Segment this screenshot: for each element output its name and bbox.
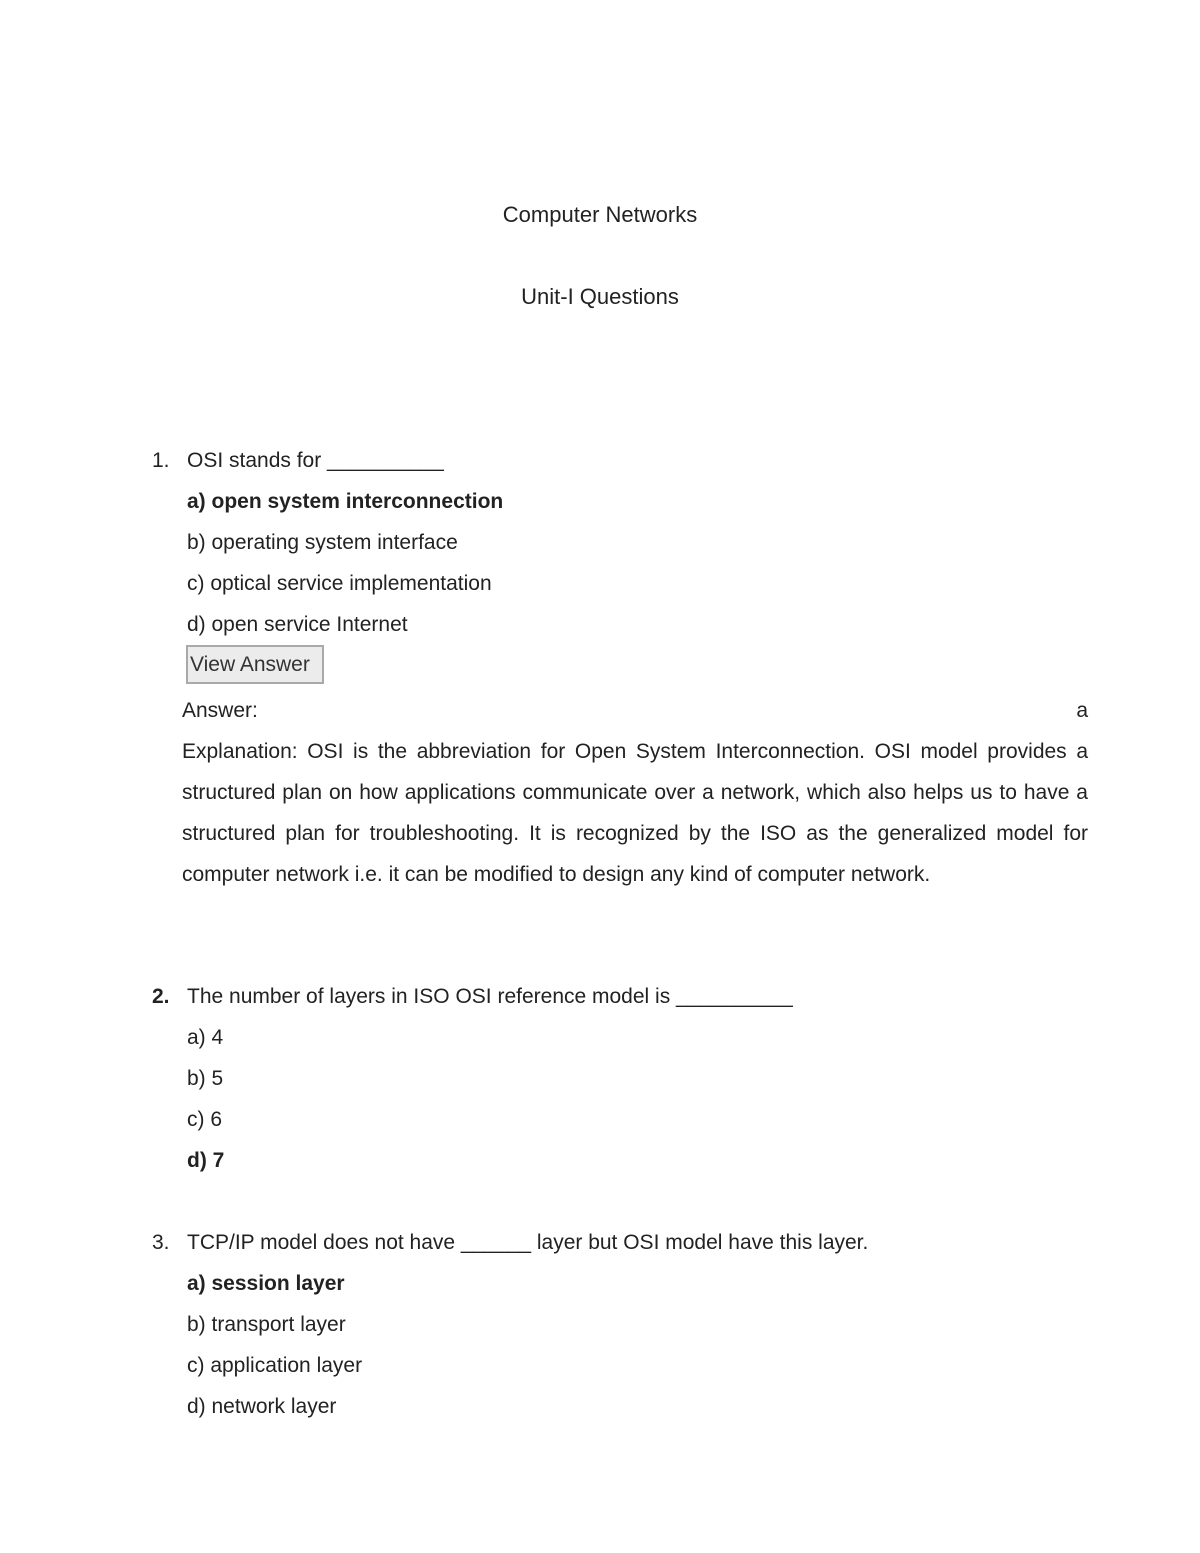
question-text: TCP/IP model does not have ______ layer but OSI model have this layer. [187,1231,869,1254]
page-title: Computer Networks [502,202,698,227]
view-answer-button[interactable]: View Answer [186,645,324,684]
question-number: 3. [152,1231,170,1254]
option-b: b) 5 [187,1067,224,1090]
option-d-correct: d) 7 [187,1149,225,1172]
answer-explanation: Explanation: OSI is the abbreviation for Open System Interconnection. OSI model provides a structured plan on how applications communicate over a network, which also helps us to have a structured plan for troubleshooting. It is recognized by the ISO as the generalized model for computer network i.e. it can be modified to design any kind of computer network. [182,740,1088,886]
option-c: c) optical service implementation [187,572,492,595]
option-c: c) application layer [187,1354,363,1377]
answer-value: a [1076,699,1088,722]
option-a-correct: a) open system interconnection [187,490,504,513]
option-a-correct: a) session layer [187,1272,345,1295]
question-number: 1. [152,449,170,472]
option-c: c) 6 [187,1108,223,1131]
question-text: The number of layers in ISO OSI reference model is __________ [187,985,793,1008]
answer-row [182,697,1088,725]
option-b: b) transport layer [187,1313,346,1336]
question-text: OSI stands for __________ [187,449,444,472]
option-d: d) network layer [187,1395,337,1418]
option-b: b) operating system interface [187,531,458,554]
page-subtitle: Unit-I Questions [521,284,679,309]
option-a: a) 4 [187,1026,224,1049]
option-d: d) open service Internet [187,613,408,636]
answer-label: Answer: [182,699,258,722]
question-number: 2. [152,985,170,1008]
